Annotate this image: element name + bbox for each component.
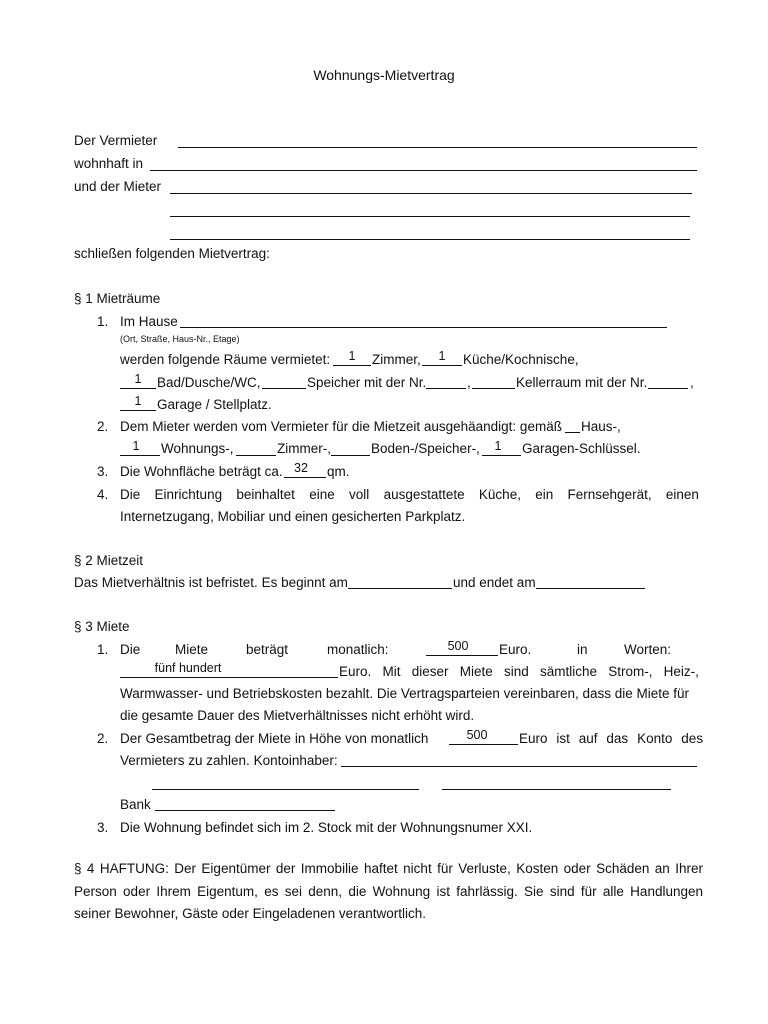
bath-value: 1 bbox=[134, 372, 142, 386]
section-1-heading: § 1 Mieträume bbox=[74, 291, 161, 306]
section-2-heading: § 2 Mietzeit bbox=[74, 553, 144, 568]
rent-words-value: fünf hundert bbox=[154, 661, 222, 675]
total-rent-text-end: Euro ist auf das Konto des bbox=[519, 731, 703, 746]
s3-item-3-number: 3. bbox=[97, 820, 109, 835]
tenant-label: und der Mieter bbox=[74, 179, 162, 194]
rent-field[interactable] bbox=[426, 655, 498, 656]
landlord-label: Der Vermieter bbox=[74, 133, 158, 148]
account-field-right[interactable] bbox=[442, 789, 671, 790]
word: Fernsehgerät, bbox=[567, 487, 652, 502]
rent-in: in bbox=[577, 642, 588, 657]
rent-line-3: Warmwasser- und Betriebskosten bezahlt. Die Vertragsparteien vereinbaren, dass die Miete für bbox=[120, 686, 690, 701]
word: ausgestattete bbox=[383, 487, 465, 502]
s1-item-3-number: 3. bbox=[97, 464, 109, 479]
attic-number-field[interactable] bbox=[426, 388, 466, 389]
area-label: Die Wohnfläche beträgt ca. bbox=[120, 464, 283, 479]
rent-worten: Worten: bbox=[624, 642, 672, 657]
residence-label: wohnhaft in bbox=[74, 156, 144, 171]
total-rent-field[interactable] bbox=[449, 744, 518, 745]
keys-intro: Dem Mieter werden vom Vermieter für die Mietzeit ausgehäandigt: gemäß bbox=[120, 419, 562, 434]
garage-value: 1 bbox=[134, 394, 142, 408]
cellar-label: Kellerraum mit der Nr. bbox=[516, 375, 648, 390]
rooms-value: 1 bbox=[348, 349, 356, 363]
lease-end-field[interactable] bbox=[536, 588, 645, 589]
apartment-location-text: Die Wohnung befindet sich im 2. Stock mit der Wohnungsnumer XXI. bbox=[120, 820, 533, 835]
s1-item-1-number: 1. bbox=[97, 314, 109, 329]
apartment-key-label: Wohnungs-, bbox=[161, 441, 234, 456]
landlord-field[interactable] bbox=[178, 147, 697, 148]
rent-word-4: monatlich: bbox=[327, 642, 389, 657]
rent-line-2 bbox=[339, 664, 699, 679]
kitchen-label: Küche/Kochnische, bbox=[463, 352, 579, 367]
tenant-field-line-2[interactable] bbox=[170, 216, 690, 217]
tenant-field-line-3[interactable] bbox=[170, 239, 690, 240]
cellar-count-field[interactable] bbox=[472, 388, 515, 389]
bath-field[interactable] bbox=[120, 388, 156, 389]
attic-key-field[interactable] bbox=[331, 455, 370, 456]
account-holder-field[interactable] bbox=[341, 766, 697, 767]
attic-key-label: Boden-/Speicher-, bbox=[371, 441, 480, 456]
word: Miete bbox=[459, 664, 493, 679]
rooms-label: Zimmer, bbox=[372, 352, 421, 367]
s1-item-4-number: 4. bbox=[97, 487, 109, 502]
word: ein bbox=[535, 487, 554, 502]
lease-start-field[interactable] bbox=[348, 588, 452, 589]
lease-end-text: und endet am bbox=[453, 575, 536, 590]
liability-paragraph bbox=[74, 858, 703, 926]
garage-field[interactable] bbox=[120, 410, 156, 411]
word: sind bbox=[503, 664, 529, 679]
area-field[interactable] bbox=[284, 477, 326, 478]
furnishing-line-1 bbox=[120, 487, 699, 502]
kitchen-value: 1 bbox=[438, 349, 446, 363]
house-field[interactable] bbox=[180, 327, 667, 328]
section-4-heading: § 4 HAFTUNG: bbox=[74, 861, 169, 876]
cellar-comma: , bbox=[690, 375, 694, 390]
tenant-field[interactable] bbox=[170, 193, 692, 194]
s3-item-1-number: 1. bbox=[97, 642, 109, 657]
rooms-intro: werden folgende Räume vermietet: bbox=[120, 352, 331, 367]
kitchen-field[interactable] bbox=[422, 365, 462, 366]
garage-key-field[interactable] bbox=[482, 455, 521, 456]
account-field-left[interactable] bbox=[152, 789, 419, 790]
bank-field[interactable] bbox=[155, 810, 335, 811]
rent-word-3: beträgt bbox=[246, 642, 289, 657]
word: Mit bbox=[382, 664, 401, 679]
garage-key-value: 1 bbox=[494, 439, 502, 453]
word: voll bbox=[349, 487, 370, 502]
s3-item-2-number: 2. bbox=[97, 731, 109, 746]
bath-label: Bad/Dusche/WC, bbox=[157, 375, 261, 390]
rent-word-2: Miete bbox=[175, 642, 209, 657]
liability-text: Der Eigentümer der Immobilie haftet nicht für Verluste, Kosten oder Schäden an Ihrer Person oder Ihrem Eigentum, es sei denn, die Wohnung ist fahrlässig. Sie sind für alle Handlungen seiner Bewohner, Gäste oder Eingeladenen verantwortlich. bbox=[74, 861, 703, 921]
rooms-field[interactable] bbox=[333, 365, 371, 366]
closing-text: schließen folgenden Mietvertrag: bbox=[74, 246, 270, 261]
document-title: Wohnungs-Mietvertrag bbox=[313, 67, 455, 83]
attic-label: Speicher mit der Nr. bbox=[307, 375, 427, 390]
total-rent-value: 500 bbox=[466, 728, 488, 742]
apartment-key-value: 1 bbox=[132, 439, 140, 453]
attic-count-field[interactable] bbox=[262, 388, 306, 389]
word: Strom-, bbox=[608, 664, 653, 679]
furnishing-line-2: Internetzugang, Mobiliar und einen gesicherten Parkplatz. bbox=[120, 509, 466, 524]
room-key-label: Zimmer-, bbox=[277, 441, 331, 456]
rent-words-field[interactable] bbox=[120, 677, 338, 678]
house-key-field[interactable] bbox=[565, 432, 580, 433]
room-key-field[interactable] bbox=[236, 455, 276, 456]
word: dieser bbox=[411, 664, 449, 679]
residence-field[interactable] bbox=[150, 170, 697, 171]
section-3-heading: § 3 Miete bbox=[74, 619, 130, 634]
lease-start-text: Das Mietverhältnis ist befristet. Es beginnt am bbox=[74, 575, 348, 590]
s1-item-2-number: 2. bbox=[97, 419, 109, 434]
word: einen bbox=[665, 487, 699, 502]
rent-word-1: Die bbox=[120, 642, 141, 657]
word: Euro. bbox=[339, 664, 372, 679]
rent-euro: Euro. bbox=[499, 642, 532, 657]
word: eine bbox=[309, 487, 335, 502]
area-unit: qm. bbox=[327, 464, 350, 479]
bank-label: Bank bbox=[120, 797, 151, 812]
word: Einrichtung bbox=[154, 487, 223, 502]
area-value: 32 bbox=[294, 461, 308, 475]
total-rent-text: Der Gesamtbetrag der Miete in Höhe von monatlich bbox=[120, 731, 429, 746]
word: Küche, bbox=[478, 487, 521, 502]
house-key-label: Haus-, bbox=[581, 419, 621, 434]
apartment-key-field[interactable] bbox=[120, 455, 160, 456]
cellar-number-field[interactable] bbox=[648, 388, 688, 389]
house-hint: (Ort, Straße, Haus-Nr., Etage) bbox=[120, 334, 240, 344]
word: sämtliche bbox=[539, 664, 597, 679]
garage-label: Garage / Stellplatz. bbox=[157, 397, 272, 412]
attic-comma: , bbox=[467, 375, 471, 390]
word: beinhaltet bbox=[236, 487, 295, 502]
rent-line-4: die gesamte Dauer des Mietverhältnisses nicht erhöht wird. bbox=[120, 708, 475, 723]
house-label: Im Hause bbox=[120, 314, 178, 329]
rent-value: 500 bbox=[447, 639, 469, 653]
garage-key-label: Garagen-Schlüssel. bbox=[522, 441, 641, 456]
word: Die bbox=[120, 487, 141, 502]
account-holder-label: Vermieters zu zahlen. Kontoinhaber: bbox=[120, 753, 338, 768]
word: Heiz-, bbox=[663, 664, 699, 679]
